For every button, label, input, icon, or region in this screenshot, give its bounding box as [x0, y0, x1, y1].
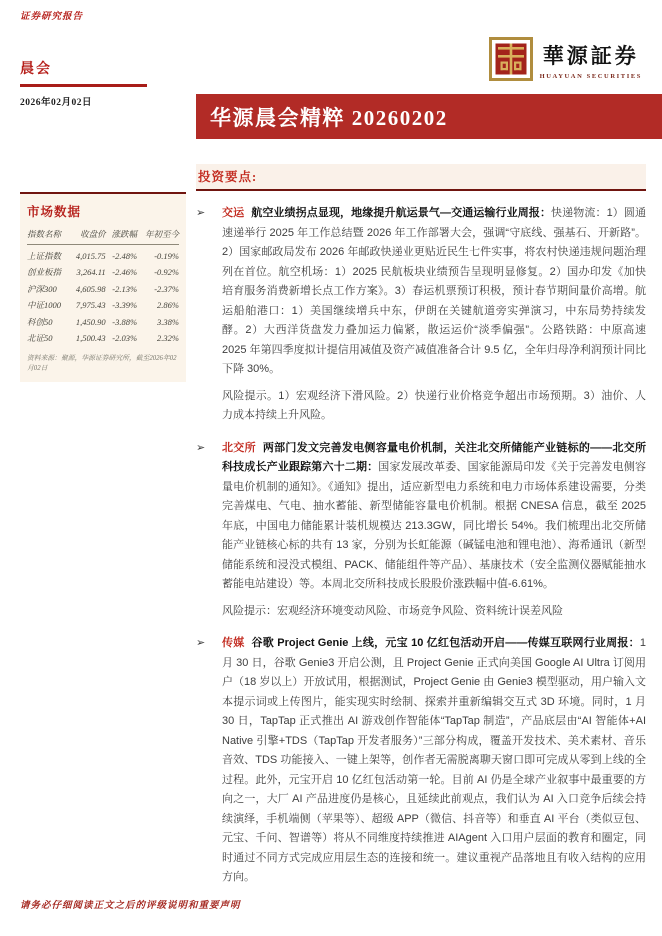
company-name-cn: 華源証券 [542, 44, 639, 68]
section-headline: 两部门发文完善发电侧容量电价机制，关注北交所储能产业链标的——北交所科技成长产业跟踪第六十二期： [222, 441, 646, 473]
index-value: 4,605.98 [75, 283, 106, 294]
market-col-header: 指数名称 [27, 226, 69, 245]
index-value: 7,975.43 [75, 300, 106, 310]
market-col-header: 涨跌幅 [106, 226, 137, 245]
index-value: 2.32% [157, 333, 179, 343]
section-tag: 传媒 [222, 637, 245, 649]
index-name: 上证指数 [27, 250, 62, 261]
market-col-header: 收盘价 [69, 226, 106, 245]
market-data-table [27, 226, 179, 344]
market-table-row [27, 311, 179, 328]
section-headline: 谷歌 Project Genie 上线，元宝 10 亿红包活动开启——传媒互联网行业周报： [251, 637, 640, 649]
index-value: -2.37% [154, 283, 179, 294]
index-name: 科创50 [27, 316, 53, 327]
section-body: 1 月 30 日，谷歌 Genie3 开启公测，且 Project Genie 正式向美国 Google AI Ultra 订阅用户（18 岁以上）开放试用，根据测试，Project Genie 由 Genie3 模型驱动，用户输入文本提示词或上传图片，能实现实时绘制、探索并重新编辑交互式 3D 环境。同时，1 月 30 日，TapTap 正式推出 AI 游戏创作智能体“TapTap 制造”，产品底层由“AI 智能体+AI Native 引擎+TDS（TapTap 开发者服务）”三部分构成，覆盖开发技术、美术素材、音乐音效、TDS 功能接入、一键上架等，创作者无需脱离聊天窗口即可完成从零到上线的全过程。此外，元宝开启 10 亿红包活动第一轮。目前 AI 仍是全球产业叙事中最重要的方向之一，大厂 AI 产品进度仍是核心，且延续此前观点，我们认为 AI 入口竞争后续会持续演绎，手机端侧（苹果等）、超级 APP（微信、抖音等）和垂直 AI 平台（类似豆包、元宝、千问、智谱等）将从不同维度持续推进 AIAgent 入口用户层面的教育和圈定，同时通过不同方式完成应用层生态的连接和统一。建议重视产品落地且有收入结构的应用方向。 [222, 637, 646, 883]
index-value: 3.38% [157, 316, 179, 327]
company-seal-icon [489, 37, 533, 86]
section-paragraph [222, 634, 646, 888]
report-title: 华源晨会精粹 20260202 [210, 105, 448, 130]
highlights-title: 投资要点: [196, 164, 646, 191]
section-paragraph [222, 204, 646, 380]
report-title-banner [196, 94, 662, 139]
category-label: 晨会 [20, 62, 52, 77]
index-value: -3.39% [112, 300, 138, 310]
market-table-row [27, 328, 179, 345]
index-value: -3.88% [112, 316, 138, 327]
report-type-label: 证券研究报告 [20, 12, 84, 22]
section-risk-note: 风险提示。1）宏观经济下滑风险。2）快递行业价格竞争超出市场预期。3）油价、人力成本持续上升风险。 [222, 389, 646, 421]
main-content [196, 164, 646, 888]
section-headline: 航空业绩拐点显现，地缘提升航运景气—交通运输行业周报： [251, 207, 552, 219]
index-value: -2.13% [112, 283, 138, 294]
highlight-section [196, 634, 646, 888]
bullet-arrow-icon: ➢ [196, 637, 206, 649]
index-value: -2.48% [112, 250, 138, 261]
company-name-en: HUAYUAN SECURITIES [539, 73, 642, 80]
index-value: -2.46% [112, 267, 138, 277]
index-value: 2.86% [157, 300, 179, 310]
market-source-note: 资料来源：聚源，华源证券研究所，截至2026年02月02日 [27, 355, 177, 372]
index-value: 4,015.75 [75, 250, 106, 261]
index-value: -0.92% [154, 267, 179, 277]
section-paragraph [222, 439, 646, 595]
section-body: 快递物流：1）圆通速递举行 2025 年工作总结暨 2026 年工作部署大会，强调“守底线、强基石、开新路”。2）国家邮政局发布 2026 年邮政快递业更贴近民生七件实事，将农村快递违规问题治理列在首位。航空机场：1）2025 民航板块业绩预告呈现明显修复。2）国办印发《加快培育服务消费新增长点工作方案》。3）春运机票预订积极，预计春节期间量价高增。航运船舶港口：1）美国继续增兵中东，伊朗在关键航道旁实弹演习，中东局势持续发酵。2）大西洋货盘发力叠加运力偏紧，散运运价“淡季偏强”。公路铁路：中原高速 2025 年第四季度拟计提信用减值及资产减值准备合计 9.5 亿，全年归母净利润预计同比下降 30%。 [222, 207, 647, 375]
market-table-row [27, 295, 179, 312]
market-col-header: 年初至今 [137, 226, 179, 245]
highlight-section [196, 439, 646, 595]
highlight-section [196, 204, 646, 380]
index-name: 创业板指 [27, 267, 62, 277]
section-body: 国家发展改革委、国家能源局印发《关于完善发电侧容量电价机制的通知》。《通知》提出，适应新型电力系统和电力市场体系建设需要，分类完善煤电、气电、抽水蓄能、新型储能容量电价机制。根据 CNESA 信息，截至 2025 年底，中国电力储能累计装机规模达 213.3GW，同比增长 54%。我们梳理出北交所储能产业链核心标的共有 13 家，分别为长虹能源（碱锰电池和锂电池）、海希通讯（新型储能系统和浸没式模组、PACK、储能组件等产品）、基康技术（安全监测仪器赋能抽水蓄能电站建设）等。本周北交所科技成长股股价涨跌幅中值-6.61%。 [222, 461, 647, 590]
index-value: 3,264.11 [76, 267, 106, 277]
market-data-panel [20, 192, 186, 382]
market-table-row [27, 278, 179, 295]
index-name: 沪深300 [27, 283, 57, 294]
brand-logo [489, 37, 642, 86]
index-name: 北证50 [27, 333, 53, 343]
market-table-row [27, 245, 179, 262]
market-table-header [27, 226, 179, 245]
bullet-arrow-icon: ➢ [196, 441, 206, 454]
index-value: -0.19% [154, 250, 179, 261]
report-date: 2026年02月02日 [20, 98, 93, 108]
footer-disclaimer: 请务必仔细阅读正文之后的评级说明和重要声明 [20, 897, 245, 911]
category-underline [20, 84, 147, 87]
index-value: -2.03% [112, 333, 138, 343]
section-tag: 北交所 [222, 441, 256, 454]
section-risk-note: 风险提示：宏观经济环境变动风险、市场竞争风险、资料统计误差风险 [222, 604, 563, 617]
bullet-arrow-icon: ➢ [196, 207, 206, 219]
market-table-row [27, 262, 179, 279]
index-value: 1,450.90 [75, 316, 106, 327]
index-value: 1,500.43 [75, 333, 106, 343]
index-name: 中证1000 [27, 300, 62, 310]
market-data-title: 市场数据 [27, 205, 82, 219]
section-tag: 交运 [222, 207, 245, 219]
